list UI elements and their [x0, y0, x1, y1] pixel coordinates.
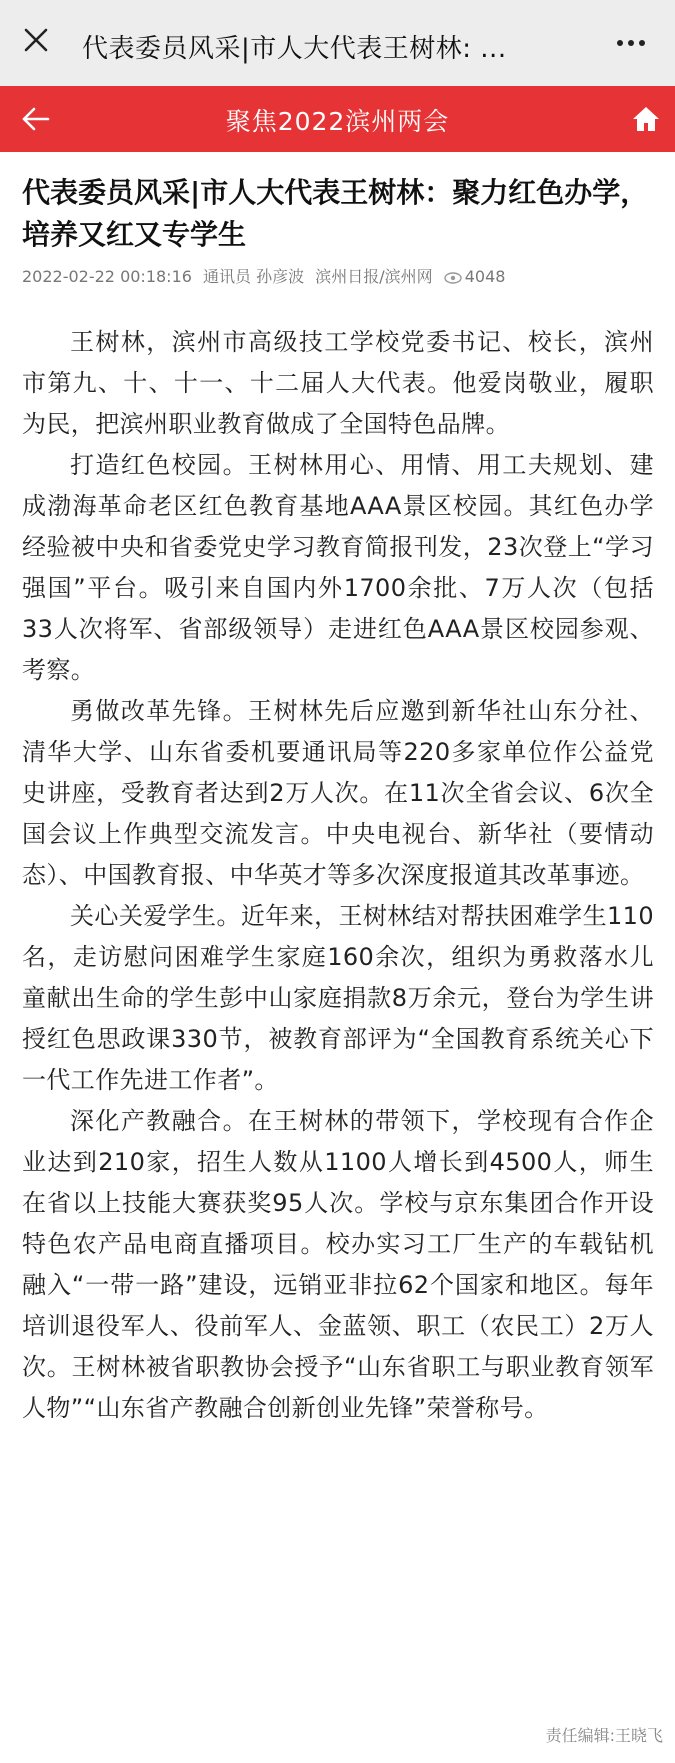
- article-paragraph: 勇做改革先锋。王树林先后应邀到新华社山东分社、清华大学、山东省委机要通讯局等220多家单位作公益党史讲座，受教育者达到2万人次。在11次全省会议、6次全国会议上作典型交流发言。中央电视台、新华社（要情动态）、中国教育报、中华英才等多次深度报道其改革事迹。: [22, 697, 654, 889]
- article-paragraph: 王树林，滨州市高级技工学校党委书记、校长，滨州市第九、十、十一、十二届人大代表。他爱岗敬业，履职为民，把滨州职业教育做成了全国特色品牌。: [22, 328, 654, 438]
- article-headline: 代表委员风采|市人大代表王树林：聚力红色办学，培养又红又专学生: [22, 176, 649, 251]
- close-icon[interactable]: [18, 22, 54, 58]
- article-paragraph: 关心关爱学生。近年来，王树林结对帮扶困难学生110名，走访慰问困难学生家庭160余次，组织为勇救落水儿童献出生命的学生彭中山家庭捐款8万余元，登台为学生讲授红色思政课330节，被教育部评为“全国教育系统关心下一代工作先进工作者”。: [22, 902, 654, 1094]
- view-count: 4048: [464, 267, 506, 286]
- article-paragraph: 打造红色校园。王树林用心、用情、用工夫规划、建成渤海革命老区红色教育基地AAA景区校园。其红色办学经验被中央和省委党史学习教育简报刊发，23次登上“学习强国”平台。吸引来自国内外1700余批、7万人次（包括33人次将军、省部级领导）走进红色AAA景区校园参观、考察。: [22, 451, 654, 684]
- responsible-editor: 责任编辑:王晓飞: [545, 1726, 663, 1745]
- publish-date: 2022-02-22 00:18:16: [22, 267, 192, 286]
- more-icon[interactable]: [611, 22, 651, 62]
- source: 滨州日报/滨州网: [315, 267, 433, 286]
- home-icon[interactable]: [631, 104, 661, 134]
- channel-title: 聚焦2022滨州两会: [225, 107, 450, 136]
- window-title: 代表委员风采|市人大代表王树林: ...: [82, 34, 507, 64]
- window-title-bar: [0, 0, 675, 86]
- article-meta: [22, 264, 662, 287]
- reporter: 通讯员 孙彦波: [203, 267, 305, 286]
- article-body: [22, 322, 654, 1429]
- channel-nav-bar: [0, 86, 675, 152]
- article-paragraph: 深化产教融合。在王树林的带领下，学校现有合作企业达到210家，招生人数从1100人增长到4500人，师生在省以上技能大赛获奖95人次。学校与京东集团合作开设特色农产品电商直播项目。校办实习工厂生产的车载钻机融入“一带一路”建设，远销亚非拉62个国家和地区。每年培训退役军人、役前军人、金蓝领、职工（农民工）2万人次。王树林被省职教协会授予“山东省职工与职业教育领军人物”“山东省产教融合创新创业先锋”荣誉称号。: [22, 1107, 654, 1422]
- eye-icon: [444, 272, 462, 284]
